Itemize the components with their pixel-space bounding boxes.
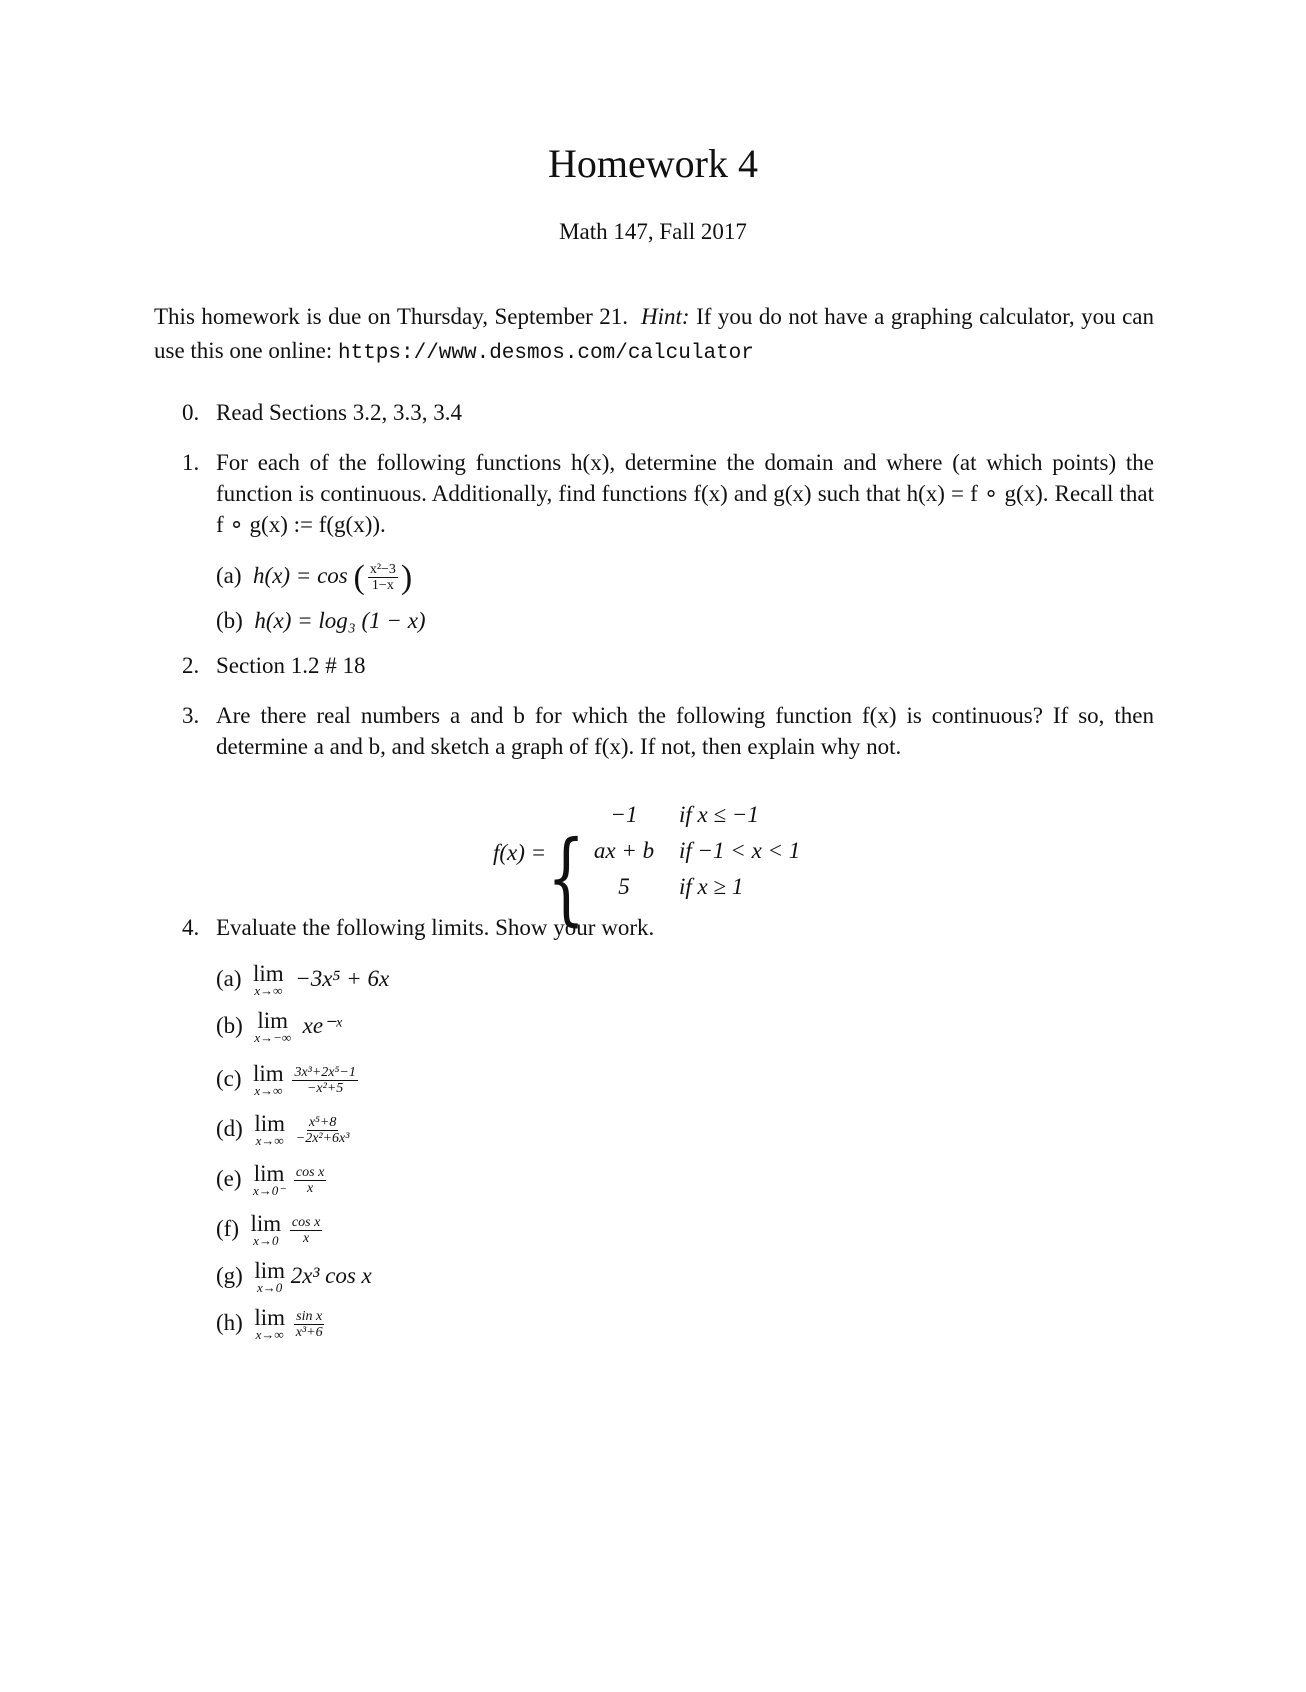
problem-4d: (d) lim x→∞ $\frac{\text{x⁵+8}}{\text{−2x²+6x³}}$ <box>216 1111 350 1148</box>
document-subtitle: Math 147, Fall 2017 <box>559 219 747 244</box>
problem-4g: (g) lim x→0 2x³ cos x <box>216 1258 372 1295</box>
hint-label: Hint: <box>641 304 690 329</box>
problem-number: 4. <box>182 915 200 940</box>
problem-4e: (e) lim x→0⁻ $\frac{\text{cos x}}{x}$ <box>216 1161 325 1198</box>
problem-text: For each of the following functions h(x), determine the domain and where (at which points) the function is continuous. Additionally, find functions f(x) and g(x) such that h(x) = f ∘ g(x). Recall that f ∘ g(x) := f(g(x)). <box>216 450 1154 537</box>
hint-text: If you do not have a graphing calculator, you can use this one online: <box>154 304 1155 363</box>
problem-4a: (a) lim x→∞ −3x⁵ + 6x <box>216 961 390 998</box>
problem-4b: (b) lim x→−∞ xe⁻ˣ <box>216 1008 342 1045</box>
problem-text: Are there real numbers a and b for which the following function f(x) is continuous? If so, then determine a and b, and sketch a graph of f(x). If not, then explain why not. <box>216 703 1154 759</box>
problem-4f: (f) lim x→0 $\frac{\text{cos x}}{x}$ <box>216 1211 321 1248</box>
piecewise-case: ax + b if −1 < x < 1 <box>593 838 801 863</box>
problem-4h: (h) lim x→∞ $\frac{\text{sin x}}{\text{x³+6}}$ <box>216 1305 323 1342</box>
problem-4c: (c) lim x→∞ $\frac{\text{3x³+2x⁵−1}}{\text{−x²+5}}$ <box>216 1061 356 1098</box>
fraction: $\frac{\text{x²−3}}{1-x}$ <box>369 562 396 594</box>
calculator-url[interactable]: https://www.desmos.com/calculator <box>337 342 754 365</box>
problem-2 <box>182 650 1154 681</box>
problem-number: 0. <box>182 400 200 425</box>
part-label: (a) <box>216 563 242 588</box>
left-brace: { <box>547 819 586 936</box>
problem-number: 2. <box>182 653 200 678</box>
piecewise-case: −1 if x ≤ −1 <box>610 802 759 827</box>
problem-3 <box>182 700 1154 762</box>
problem-number: 1. <box>182 450 200 475</box>
problem-1b <box>216 605 426 636</box>
problem-text: Read Sections 3.2, 3.3, 3.4 <box>216 400 462 425</box>
problem-text: Evaluate the following limits. Show your work. <box>216 915 655 940</box>
document-title: Homework 4 <box>548 141 758 186</box>
part-expression: h(x) = log₃ (1 − x) <box>254 608 426 633</box>
intro-paragraph <box>154 300 1154 371</box>
problem-1a: (a) h(x) = cos ( $\frac{\text{x²−3}}{1-x}$ ) <box>216 559 413 597</box>
problem-number: 3. <box>182 703 200 728</box>
problem-0 <box>182 397 1154 428</box>
problem-1 <box>182 447 1154 540</box>
problem-4 <box>182 912 1154 943</box>
piecewise-case: 5 if x ≥ 1 <box>618 874 744 899</box>
part-expression: h(x) = cos <box>253 563 348 588</box>
piecewise-lhs: f(x) = <box>493 840 547 865</box>
problem-text: Section 1.2 # 18 <box>216 653 366 678</box>
part-label: (b) <box>216 608 243 633</box>
intro-text: This homework is due on Thursday, September 21. <box>154 304 629 329</box>
